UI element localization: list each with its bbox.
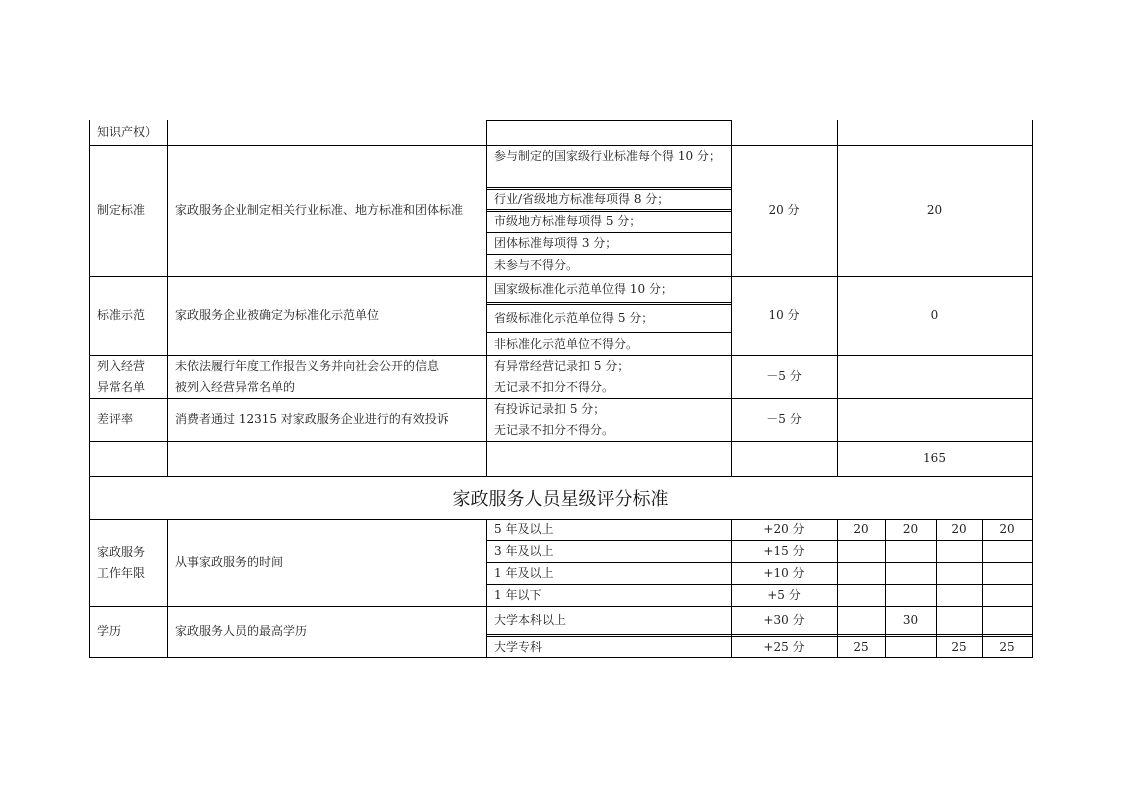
criterion: 3 年及以上 bbox=[494, 543, 554, 558]
score-cell bbox=[885, 584, 936, 606]
table-border bbox=[486, 302, 732, 303]
item-description: 家政服务企业被确定为标准化示范单位 bbox=[175, 308, 380, 322]
max-points: +10 分 bbox=[763, 565, 805, 580]
score-cell bbox=[936, 562, 982, 584]
score-cell: 25 bbox=[999, 639, 1015, 654]
item-label: 制定标准 bbox=[97, 203, 146, 217]
item-description: 未依法履行年度工作报告义务并向社会公开的信息 被列入经营异常名单的 bbox=[175, 358, 440, 394]
criterion: 省级标准化示范单位得 5 分； bbox=[494, 310, 654, 325]
section-title: 家政服务人员星级评分标准 bbox=[452, 488, 669, 510]
score-cell bbox=[982, 562, 1032, 584]
item-description: 从事家政服务的时间 bbox=[175, 555, 284, 569]
item-label: 知识产权） bbox=[97, 125, 158, 139]
score-cell bbox=[936, 584, 982, 606]
criterion: 大学专科 bbox=[494, 639, 543, 654]
criterion: 有异常经营记录扣 5 分； 无记录不扣分不得分。 bbox=[494, 358, 630, 394]
max-points: +25 分 bbox=[763, 639, 805, 654]
score-cell: 20 bbox=[999, 522, 1015, 536]
criterion: 未参与不得分。 bbox=[494, 257, 579, 272]
item-label: 差评率 bbox=[97, 412, 134, 426]
score-cell: 20 bbox=[951, 522, 967, 536]
max-points: －5 分 bbox=[766, 369, 802, 383]
score-cell: 25 bbox=[853, 639, 869, 654]
max-points: 10 分 bbox=[768, 308, 800, 322]
item-label: 列入经营 异常名单 bbox=[97, 358, 146, 394]
max-points: －5 分 bbox=[766, 412, 802, 426]
item-description: 家政服务人员的最高学历 bbox=[175, 624, 308, 638]
table-border bbox=[89, 657, 1033, 658]
criterion: 国家级标准化示范单位得 10 分； bbox=[494, 282, 673, 296]
score-cell bbox=[936, 540, 982, 562]
score-cell bbox=[885, 637, 936, 657]
score-cell: 20 bbox=[853, 522, 869, 536]
table-border bbox=[486, 634, 1033, 635]
score-cell: 25 bbox=[951, 639, 967, 654]
score-value: 0 bbox=[930, 308, 939, 322]
score-cell bbox=[837, 562, 885, 584]
score-value: 20 bbox=[926, 203, 943, 217]
criterion: 有投诉记录扣 5 分； 无记录不扣分不得分。 bbox=[494, 401, 615, 437]
criterion: 行业/省级地方标准每项得 8 分； bbox=[494, 191, 670, 206]
total-score: 165 bbox=[923, 451, 946, 465]
criterion: 大学本科以上 bbox=[494, 613, 567, 627]
score-cell bbox=[982, 584, 1032, 606]
score-cell: 30 bbox=[902, 613, 919, 627]
item-label: 标准示范 bbox=[97, 308, 146, 322]
score-cell bbox=[982, 540, 1032, 562]
score-cell bbox=[837, 584, 885, 606]
criterion: 市级地方标准每项得 5 分； bbox=[494, 214, 642, 228]
item-label: 学历 bbox=[97, 624, 122, 638]
item-description: 家政服务企业制定相关行业标准、地方标准和团体标准 bbox=[175, 203, 464, 217]
score-cell bbox=[936, 607, 982, 634]
criterion: 1 年及以上 bbox=[494, 565, 554, 580]
table-border bbox=[486, 120, 732, 121]
score-cell: 20 bbox=[902, 522, 919, 536]
max-points: +30 分 bbox=[763, 613, 805, 627]
score-cell bbox=[837, 540, 885, 562]
max-points: +20 分 bbox=[763, 522, 805, 536]
criterion: 非标准化示范单位不得分。 bbox=[494, 336, 639, 351]
max-points: 20 分 bbox=[768, 203, 800, 217]
criterion: 参与制定的国家级行业标准每个得 10 分； bbox=[494, 149, 721, 163]
item-label: 家政服务 工作年限 bbox=[97, 544, 146, 580]
max-points: +5 分 bbox=[767, 587, 801, 602]
score-cell bbox=[837, 607, 885, 634]
score-cell bbox=[982, 607, 1032, 634]
criterion: 团体标准每项得 3 分； bbox=[494, 235, 618, 250]
criterion: 5 年及以上 bbox=[494, 522, 554, 536]
criterion: 1 年以下 bbox=[494, 587, 542, 602]
max-points: +15 分 bbox=[763, 543, 805, 558]
table-border bbox=[1032, 120, 1033, 658]
item-description: 消费者通过 12315 对家政服务企业进行的有效投诉 bbox=[175, 412, 449, 426]
score-cell bbox=[885, 540, 936, 562]
score-cell bbox=[885, 562, 936, 584]
